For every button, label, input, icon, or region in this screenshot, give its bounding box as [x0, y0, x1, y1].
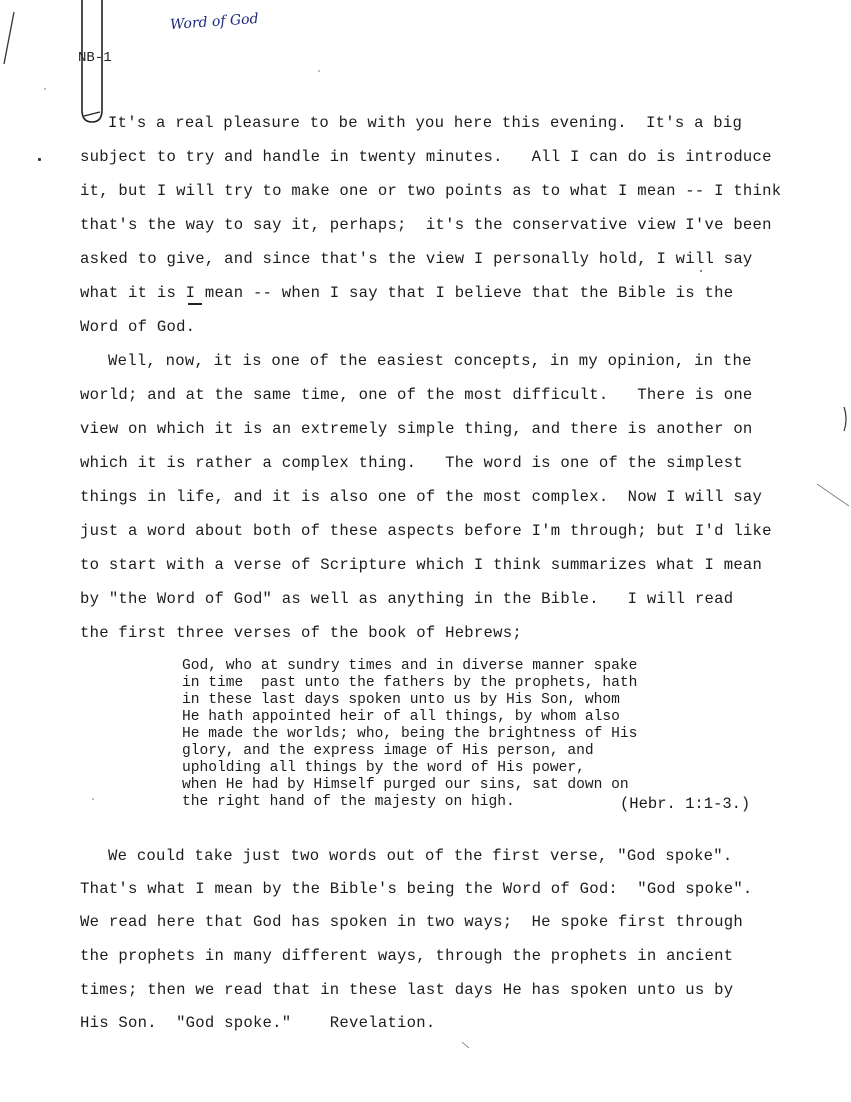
paragraph2-line: the first three verses of the book of Hebrews; — [80, 624, 522, 642]
paragraph2-line: Well, now, it is one of the easiest concepts, in my opinion, in the — [108, 352, 752, 370]
scan-speck — [44, 88, 46, 90]
paragraph1-line: It's a real pleasure to be with you here this evening. It's a big — [108, 114, 743, 132]
margin-dot-mark — [38, 158, 41, 161]
paragraph3-line: His Son. "God spoke." Revelation. — [80, 1014, 436, 1032]
paragraph1-line: subject to try and handle in twenty minutes. All I can do is introduce — [80, 148, 772, 166]
edge-line-mark — [0, 10, 20, 70]
paragraph2-line: just a word about both of these aspects before I'm through; but I'd like — [80, 522, 772, 540]
quotation-line: in these last days spoken unto us by His Son, whom — [182, 692, 620, 708]
page-identifier: NB-1 — [78, 50, 112, 66]
quotation-line: upholding all things by the word of His power, — [182, 760, 585, 776]
handwritten-note: Word of God — [169, 10, 260, 34]
quotation-line: God, who at sundry times and in diverse manner spake — [182, 658, 638, 674]
paragraph2-line: by "the Word of God" as well as anything in the Bible. I will read — [80, 590, 734, 608]
paragraph1-line: that's the way to say it, perhaps; it's the conservative view I've been — [80, 216, 772, 234]
emphasis-underline-mark — [188, 303, 202, 305]
quotation-line: the right hand of the majesty on high. — [182, 794, 515, 810]
bottom-tick-mark — [460, 1040, 472, 1050]
right-edge-stroke-mark — [815, 480, 851, 510]
paragraph2-line: to start with a verse of Scripture which I think summarizes what I mean — [80, 556, 763, 574]
paragraph1-line: Word of God. — [80, 318, 196, 336]
paragraph3-line: We could take just two words out of the first verse, "God spoke". — [108, 847, 733, 865]
paragraph2-line: which it is rather a complex thing. The word is one of the simplest — [80, 454, 743, 472]
paragraph2-line: world; and at the same time, one of the most difficult. There is one — [80, 386, 753, 404]
paragraph3-line: That's what I mean by the Bible's being the Word of God: "God spoke". — [80, 880, 753, 898]
paragraph2-line: things in life, and it is also one of the most complex. Now I will say — [80, 488, 763, 506]
paragraph1-line: asked to give, and since that's the view I personally hold, I will say — [80, 250, 753, 268]
scan-speck — [700, 270, 702, 272]
quotation-line: when He had by Himself purged our sins, sat down on — [182, 777, 629, 793]
paragraph3-line: the prophets in many different ways, through the prophets in ancient — [80, 947, 734, 965]
quotation-line: glory, and the express image of His person, and — [182, 743, 594, 759]
paragraph3-line: We read here that God has spoken in two ways; He spoke first through — [80, 913, 743, 931]
paragraph1-line: it, but I will try to make one or two points as to what I mean -- I think — [80, 182, 782, 200]
right-edge-mark — [838, 405, 850, 435]
paragraph2-line: view on which it is an extremely simple thing, and there is another on — [80, 420, 753, 438]
quotation-line: in time past unto the fathers by the prophets, hath — [182, 675, 638, 691]
paragraph3-line: times; then we read that in these last days He has spoken unto us by — [80, 981, 734, 999]
scan-speck — [318, 70, 320, 72]
paragraph1-line: what it is I mean -- when I say that I believe that the Bible is the — [80, 284, 734, 302]
scan-speck — [92, 798, 94, 800]
quotation-line: He made the worlds; who, being the brightness of His — [182, 726, 638, 742]
scripture-citation: (Hebr. 1:1-3.) — [620, 795, 751, 813]
quotation-line: He hath appointed heir of all things, by whom also — [182, 709, 620, 725]
